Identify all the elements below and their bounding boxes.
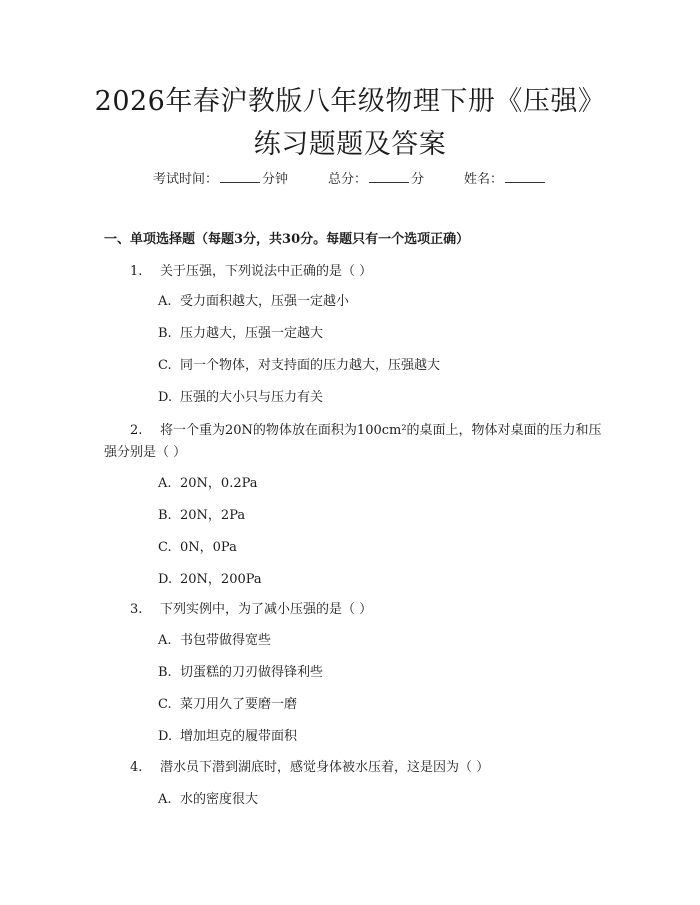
- option-letter: A.: [158, 476, 172, 491]
- option-3c: [158, 696, 297, 714]
- option-letter: D.: [158, 390, 173, 405]
- question-text: 将一个重为20N的物体放在面积为100cm²的桌面上，物体对桌面的压力和压强分别是（ ）: [104, 423, 602, 460]
- question-4: [130, 759, 489, 777]
- option-text: 水的密度很大: [180, 792, 259, 807]
- option-letter: B.: [158, 665, 172, 680]
- option-letter: A.: [158, 294, 172, 309]
- name-blank: [505, 169, 545, 183]
- question-number: 3.: [130, 602, 143, 617]
- exam-time-blank: [220, 169, 260, 183]
- option-letter: A.: [158, 633, 172, 648]
- option-letter: C.: [158, 358, 172, 373]
- option-text: 0N，0Pa: [180, 540, 237, 555]
- option-text: 受力面积越大，压强一定越小: [180, 294, 350, 309]
- total-score-field: [328, 169, 424, 189]
- question-number: 1.: [130, 264, 143, 279]
- total-score-blank: [369, 169, 409, 183]
- question-2: [104, 420, 604, 464]
- option-text: 20N，2Pa: [180, 508, 246, 523]
- option-letter: D.: [158, 729, 173, 744]
- option-2b: [158, 507, 245, 525]
- option-text: 切蛋糕的刀刃做得锋利些: [180, 665, 324, 680]
- question-1: [130, 263, 372, 281]
- name-field: [464, 169, 547, 189]
- option-letter: C.: [158, 540, 172, 555]
- option-text: 20N，200Pa: [180, 572, 262, 587]
- option-2a: [158, 475, 258, 493]
- option-letter: A.: [158, 792, 172, 807]
- section-title: 一、单项选择题（每题3分，共30分。每题只有一个选项正确）: [104, 232, 470, 247]
- option-4a: [158, 791, 258, 809]
- page-title: 2026年春沪教版八年级物理下册《压强》练习题题及答案: [94, 86, 606, 160]
- option-1b: [158, 325, 323, 343]
- option-text: 同一个物体，对支持面的压力越大，压强越大: [180, 358, 441, 373]
- exam-time-field: [153, 169, 288, 189]
- question-text: 下列实例中，为了减小压强的是（ ）: [160, 602, 373, 617]
- option-3a: [158, 632, 271, 650]
- question-3: [130, 601, 372, 619]
- exam-time-label: 考试时间：: [152, 172, 218, 187]
- option-3d: [158, 728, 297, 746]
- exam-meta: [0, 169, 700, 189]
- question-text: 潜水员下潜到湖底时，感觉身体被水压着，这是因为（ ）: [160, 760, 490, 775]
- option-2c: [158, 539, 237, 557]
- option-letter: C.: [158, 697, 172, 712]
- option-1d: [158, 389, 323, 407]
- option-1a: [158, 293, 349, 311]
- total-score-label: 总分：: [327, 172, 367, 187]
- total-score-unit: 分: [411, 172, 425, 187]
- option-3b: [158, 664, 323, 682]
- option-text: 书包带做得宽些: [180, 633, 272, 648]
- option-text: 压强的大小只与压力有关: [180, 390, 324, 405]
- question-number: 4.: [130, 760, 143, 775]
- name-label: 姓名：: [464, 172, 504, 187]
- option-letter: B.: [158, 508, 172, 523]
- question-text: 关于压强，下列说法中正确的是（ ）: [160, 264, 373, 279]
- option-text: 增加坦克的履带面积: [180, 729, 298, 744]
- question-number: 2.: [130, 423, 143, 438]
- option-text: 压力越大，压强一定越大: [180, 326, 324, 341]
- exam-time-unit: 分钟: [261, 172, 288, 187]
- option-1c: [158, 357, 440, 375]
- option-2d: [158, 571, 262, 589]
- option-letter: D.: [158, 572, 173, 587]
- option-text: 菜刀用久了要磨一磨: [180, 697, 298, 712]
- option-letter: B.: [158, 326, 172, 341]
- option-text: 20N，0.2Pa: [180, 476, 258, 491]
